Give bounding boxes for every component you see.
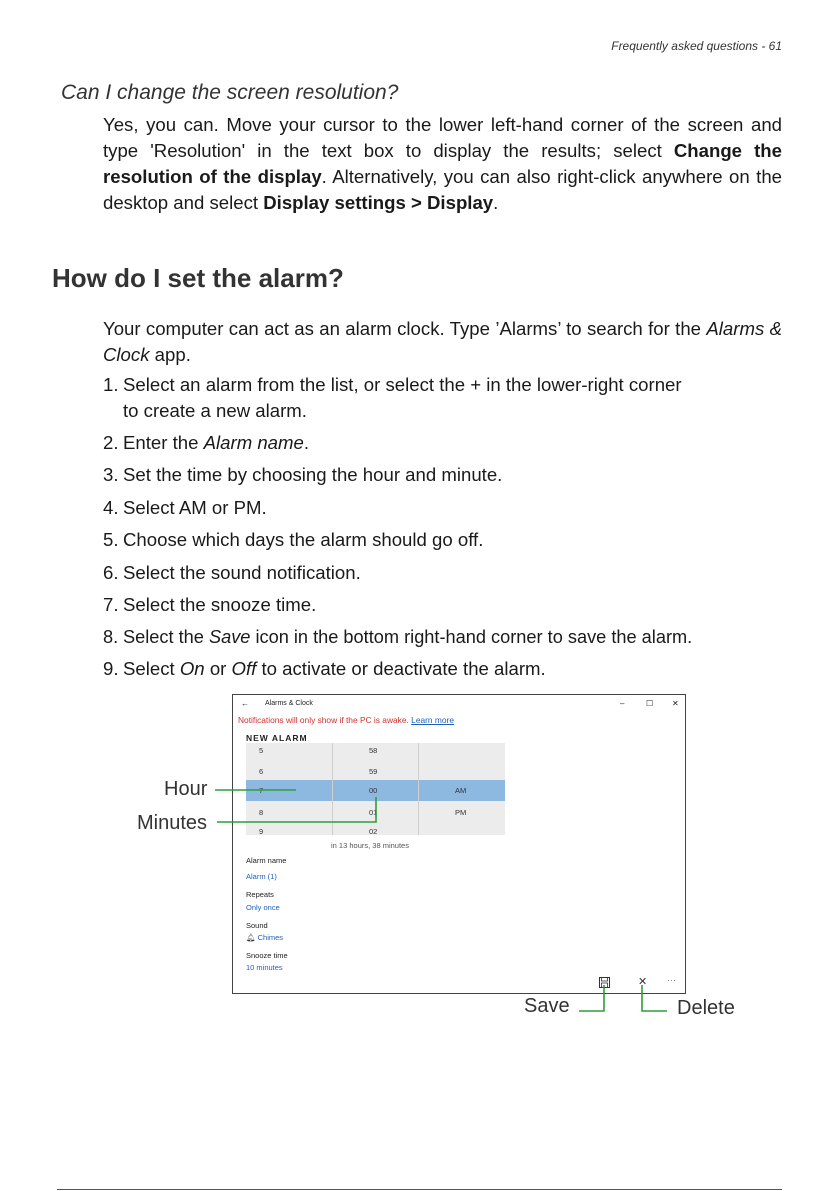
step-text: to activate or deactivate the alarm. — [256, 658, 546, 679]
step-text: Select the snooze time. — [123, 594, 317, 615]
footer-rule — [57, 1189, 782, 1190]
minute-option[interactable]: 01 — [369, 808, 378, 817]
repeats-label: Repeats — [246, 890, 274, 899]
hour-option[interactable]: 6 — [259, 767, 264, 776]
step-number: 9. — [103, 658, 119, 679]
step-number: 7. — [103, 594, 119, 615]
running-head: Frequently asked questions - 61 — [611, 39, 782, 53]
am-option[interactable]: AM — [455, 786, 467, 795]
close-icon[interactable]: ✕ — [672, 699, 679, 708]
new-alarm-title: NEW ALARM — [246, 733, 308, 743]
step-number: 1. — [103, 374, 119, 395]
step-text: Select the — [123, 627, 209, 647]
hour-option[interactable]: 5 — [259, 746, 264, 755]
maximize-icon[interactable]: ☐ — [646, 699, 654, 708]
pm-option[interactable]: PM — [455, 808, 467, 817]
minute-option[interactable]: 02 — [369, 827, 378, 836]
sound-label: Sound — [246, 921, 268, 930]
minutes-callout-line — [217, 797, 376, 822]
step-text: icon in the bottom right-hand corner to save the alarm. — [250, 627, 693, 647]
question-heading: Can I change the screen resolution? — [61, 81, 399, 104]
step-text: Select an alarm from the list, or select the + in the lower-right corner — [123, 374, 682, 395]
answer-bold: Display settings > Display — [263, 192, 494, 213]
step-text: Set the time by choosing the hour and minute. — [123, 464, 503, 485]
step-text-continued: to create a new alarm. — [123, 400, 307, 421]
step-text: Select the sound notification. — [123, 562, 361, 583]
step-emphasis: Off — [231, 658, 257, 679]
more-options-icon[interactable]: ··· — [667, 975, 676, 985]
app-name: Alarms & Clock — [103, 318, 782, 365]
save-callout: Save — [524, 995, 570, 1017]
bell-icon: 🔔︎ — [246, 933, 256, 942]
repeats-value[interactable]: Only once — [246, 903, 280, 912]
minute-option[interactable]: 59 — [369, 767, 378, 776]
snooze-value[interactable]: 10 minutes — [246, 963, 283, 972]
sound-value-text: Chimes — [257, 933, 284, 942]
learn-more-link[interactable]: Learn more — [411, 715, 454, 725]
minute-option[interactable]: 00 — [369, 786, 378, 795]
section-heading: How do I set the alarm? — [52, 263, 344, 293]
minute-option[interactable]: 58 — [369, 746, 378, 755]
snooze-label: Snooze time — [246, 951, 288, 960]
back-arrow-icon[interactable]: ← — [241, 699, 249, 708]
step-emphasis: Alarm name — [203, 432, 304, 453]
hour-option[interactable]: 9 — [259, 827, 264, 836]
hour-callout: Hour — [164, 778, 208, 800]
step-number: 8. — [103, 627, 119, 647]
intro-text: app. — [149, 344, 191, 365]
hour-option[interactable]: 8 — [259, 808, 264, 817]
step-emphasis: On — [179, 658, 205, 679]
step-text: Enter the — [123, 432, 204, 453]
minutes-callout: Minutes — [137, 812, 208, 834]
step-number: 4. — [103, 497, 119, 518]
step-text: Select — [123, 658, 180, 679]
answer-text: . Alternatively, you can also right-click anywhere on the desktop and select — [103, 166, 783, 213]
step-emphasis: Save — [208, 627, 251, 647]
step-text: Select AM or PM. — [123, 497, 267, 518]
intro-text: Your computer can act as an alarm clock. Type ’Alarms’ to search for the — [103, 318, 707, 339]
step-text: Choose which days the alarm should go off. — [123, 529, 484, 550]
answer-bold: Change the resolution of the display — [103, 140, 782, 187]
app-title: Alarms & Clock — [265, 700, 313, 707]
step-text: . — [303, 432, 310, 453]
step-number: 6. — [103, 562, 119, 583]
delete-icon[interactable]: ✕ — [638, 976, 648, 988]
delete-callout-line — [642, 985, 667, 1011]
answer-text: Yes, you can. Move your cursor to the lower left-hand corner of the screen and type 'Resolution' in the text box to display the results; select — [103, 114, 782, 161]
answer-text: . — [493, 192, 499, 213]
save-callout-line — [579, 985, 604, 1011]
time-until-alarm: in 13 hours, 38 minutes — [331, 841, 409, 850]
step-text: or — [204, 658, 232, 679]
minimize-icon[interactable]: – — [620, 699, 625, 708]
step-number: 5. — [103, 529, 119, 550]
alarm-name-label: Alarm name — [246, 856, 287, 865]
step-number: 2. — [103, 432, 119, 453]
step-number: 3. — [103, 464, 119, 485]
alarm-name-field[interactable]: Alarm (1) — [246, 872, 277, 881]
delete-callout: Delete — [677, 997, 735, 1019]
hour-option[interactable]: 7 — [259, 786, 264, 795]
notice-text: Notifications will only show if the PC is awake. — [238, 715, 412, 725]
